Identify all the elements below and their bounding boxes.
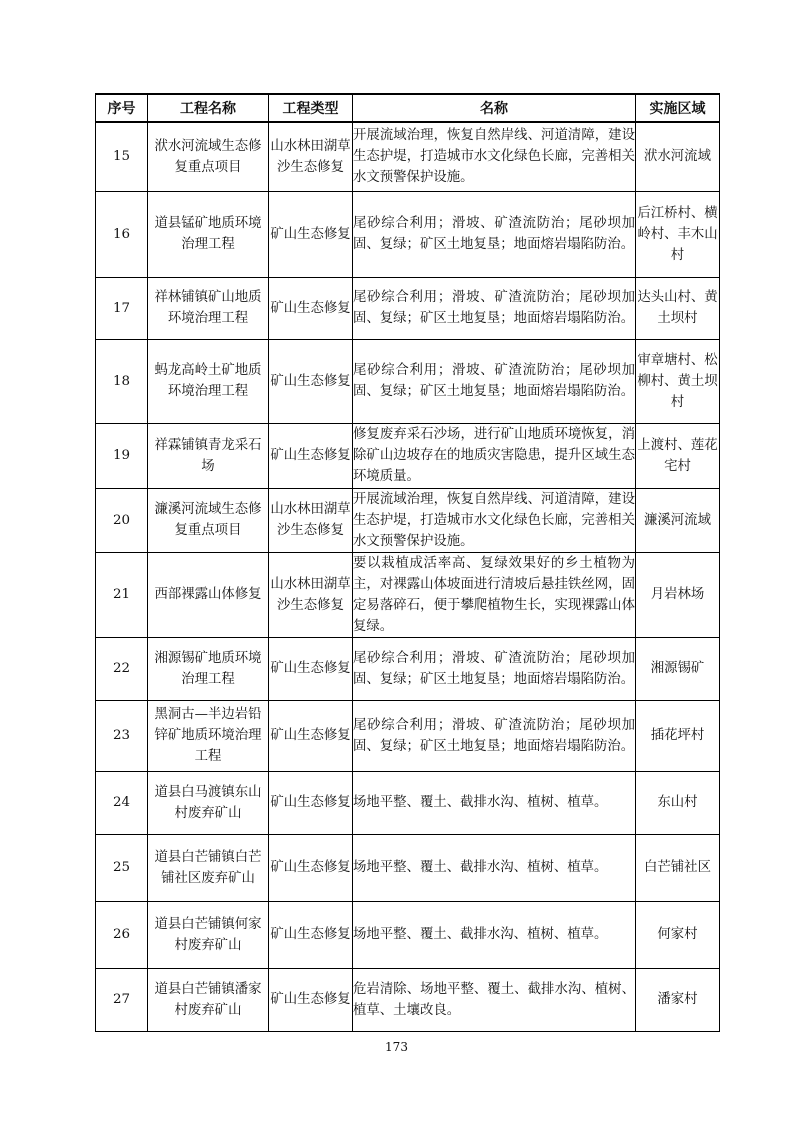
row-project-type: 矿山生态修复 xyxy=(269,637,353,700)
row-description: 场地平整、覆土、截排水沟、植树、植草。 xyxy=(353,901,636,968)
row-no: 18 xyxy=(96,339,148,423)
row-project-name: 湘源锡矿地质环境治理工程 xyxy=(148,637,269,700)
row-description: 尾砂综合利用；滑坡、矿渣流防治；尾砂坝加固、复绿；矿区土地复垦；地面熔岩塌陷防治。 xyxy=(353,277,636,339)
row-description: 开展流域治理，恢复自然岸线、河道清障，建设生态护堤，打造城市水文化绿色长廊，完善相关水文预警保护设施。 xyxy=(353,122,636,191)
row-area: 何家村 xyxy=(636,901,720,968)
table-row xyxy=(96,771,720,834)
row-area: 月岩林场 xyxy=(636,552,720,637)
row-description: 开展流域治理，恢复自然岸线、河道清障，建设生态护堤，打造城市水文化绿色长廊，完善相关水文预警保护设施。 xyxy=(353,488,636,552)
row-project-type: 山水林田湖草沙生态修复 xyxy=(269,552,353,637)
row-description: 尾砂综合利用；滑坡、矿渣流防治；尾砂坝加固、复绿；矿区土地复垦；地面熔岩塌陷防治。 xyxy=(353,191,636,277)
row-no: 16 xyxy=(96,191,148,277)
row-area: 审章塘村、松柳村、黄土坝村 xyxy=(636,339,720,423)
row-area: 上渡村、莲花宅村 xyxy=(636,423,720,488)
row-description: 尾砂综合利用；滑坡、矿渣流防治；尾砂坝加固、复绿；矿区土地复垦；地面熔岩塌陷防治。 xyxy=(353,700,636,771)
row-no: 19 xyxy=(96,423,148,488)
row-project-type: 山水林田湖草沙生态修复 xyxy=(269,122,353,191)
row-project-type: 矿山生态修复 xyxy=(269,191,353,277)
row-no: 15 xyxy=(96,122,148,191)
row-project-type: 矿山生态修复 xyxy=(269,771,353,834)
row-project-name: 祥林铺镇矿山地质环境治理工程 xyxy=(148,277,269,339)
table-row xyxy=(96,637,720,700)
table-row xyxy=(96,191,720,277)
row-project-name: 道县白芒铺镇何家村废弃矿山 xyxy=(148,901,269,968)
table-row xyxy=(96,968,720,1031)
row-area: 后江桥村、横岭村、丰木山村 xyxy=(636,191,720,277)
table-row xyxy=(96,122,720,191)
page-number: 173 xyxy=(385,1040,408,1054)
row-project-name: 道县白马渡镇东山村废弃矿山 xyxy=(148,771,269,834)
header-area: 实施区域 xyxy=(636,94,720,122)
row-no: 25 xyxy=(96,834,148,901)
row-no: 23 xyxy=(96,700,148,771)
row-project-name: 洑水河流域生态修复重点项目 xyxy=(148,122,269,191)
row-description: 危岩清除、场地平整、覆土、截排水沟、植树、植草、土壤改良。 xyxy=(353,968,636,1031)
row-project-name: 濂溪河流域生态修复重点项目 xyxy=(148,488,269,552)
row-project-name: 道县白芒铺镇潘家村废弃矿山 xyxy=(148,968,269,1031)
row-area: 白芒铺社区 xyxy=(636,834,720,901)
row-no: 27 xyxy=(96,968,148,1031)
row-project-type: 矿山生态修复 xyxy=(269,834,353,901)
project-table xyxy=(95,93,720,1032)
row-project-type: 矿山生态修复 xyxy=(269,901,353,968)
row-description: 尾砂综合利用；滑坡、矿渣流防治；尾砂坝加固、复绿；矿区土地复垦；地面熔岩塌陷防治。 xyxy=(353,339,636,423)
row-project-name: 黑洞古—半边岩铅锌矿地质环境治理工程 xyxy=(148,700,269,771)
row-description: 要以栽植成活率高、复绿效果好的乡土植物为主，对裸露山体坡面进行清坡后悬挂铁丝网，固定易落碎石，便于攀爬植物生长，实现裸露山体复绿。 xyxy=(353,552,636,637)
row-project-type: 矿山生态修复 xyxy=(269,339,353,423)
header-no: 序号 xyxy=(96,94,148,122)
row-project-name: 蚂龙高岭土矿地质环境治理工程 xyxy=(148,339,269,423)
table-row xyxy=(96,700,720,771)
row-project-type: 矿山生态修复 xyxy=(269,423,353,488)
row-no: 24 xyxy=(96,771,148,834)
table-row xyxy=(96,834,720,901)
row-area: 达头山村、黄土坝村 xyxy=(636,277,720,339)
row-area: 濂溪河流域 xyxy=(636,488,720,552)
row-no: 22 xyxy=(96,637,148,700)
row-description: 修复废弃采石沙场，进行矿山地质环境恢复，消除矿山边坡存在的地质灾害隐患，提升区域生态环境质量。 xyxy=(353,423,636,488)
row-description: 场地平整、覆土、截排水沟、植树、植草。 xyxy=(353,834,636,901)
row-area: 湘源锡矿 xyxy=(636,637,720,700)
row-project-type: 矿山生态修复 xyxy=(269,277,353,339)
table-row xyxy=(96,423,720,488)
row-no: 21 xyxy=(96,552,148,637)
row-project-name: 西部裸露山体修复 xyxy=(148,552,269,637)
header-project-type: 工程类型 xyxy=(269,94,353,122)
row-description: 尾砂综合利用；滑坡、矿渣流防治；尾砂坝加固、复绿；矿区土地复垦；地面熔岩塌陷防治。 xyxy=(353,637,636,700)
row-area: 潘家村 xyxy=(636,968,720,1031)
row-description: 场地平整、覆土、截排水沟、植树、植草。 xyxy=(353,771,636,834)
row-project-type: 山水林田湖草沙生态修复 xyxy=(269,488,353,552)
row-no: 20 xyxy=(96,488,148,552)
row-project-name: 道县白芒铺镇白芒铺社区废弃矿山 xyxy=(148,834,269,901)
table-row xyxy=(96,277,720,339)
row-area: 插花坪村 xyxy=(636,700,720,771)
header-project-name: 工程名称 xyxy=(148,94,269,122)
table-row xyxy=(96,901,720,968)
row-project-type: 矿山生态修复 xyxy=(269,968,353,1031)
row-project-name: 道县锰矿地质环境治理工程 xyxy=(148,191,269,277)
header-name: 名称 xyxy=(353,94,636,122)
table-row xyxy=(96,339,720,423)
row-project-name: 祥霖铺镇青龙采石场 xyxy=(148,423,269,488)
row-area: 洑水河流域 xyxy=(636,122,720,191)
table-row xyxy=(96,488,720,552)
row-project-type: 矿山生态修复 xyxy=(269,700,353,771)
row-area: 东山村 xyxy=(636,771,720,834)
table-header-row xyxy=(96,94,720,122)
row-no: 17 xyxy=(96,277,148,339)
row-no: 26 xyxy=(96,901,148,968)
table-row xyxy=(96,552,720,637)
